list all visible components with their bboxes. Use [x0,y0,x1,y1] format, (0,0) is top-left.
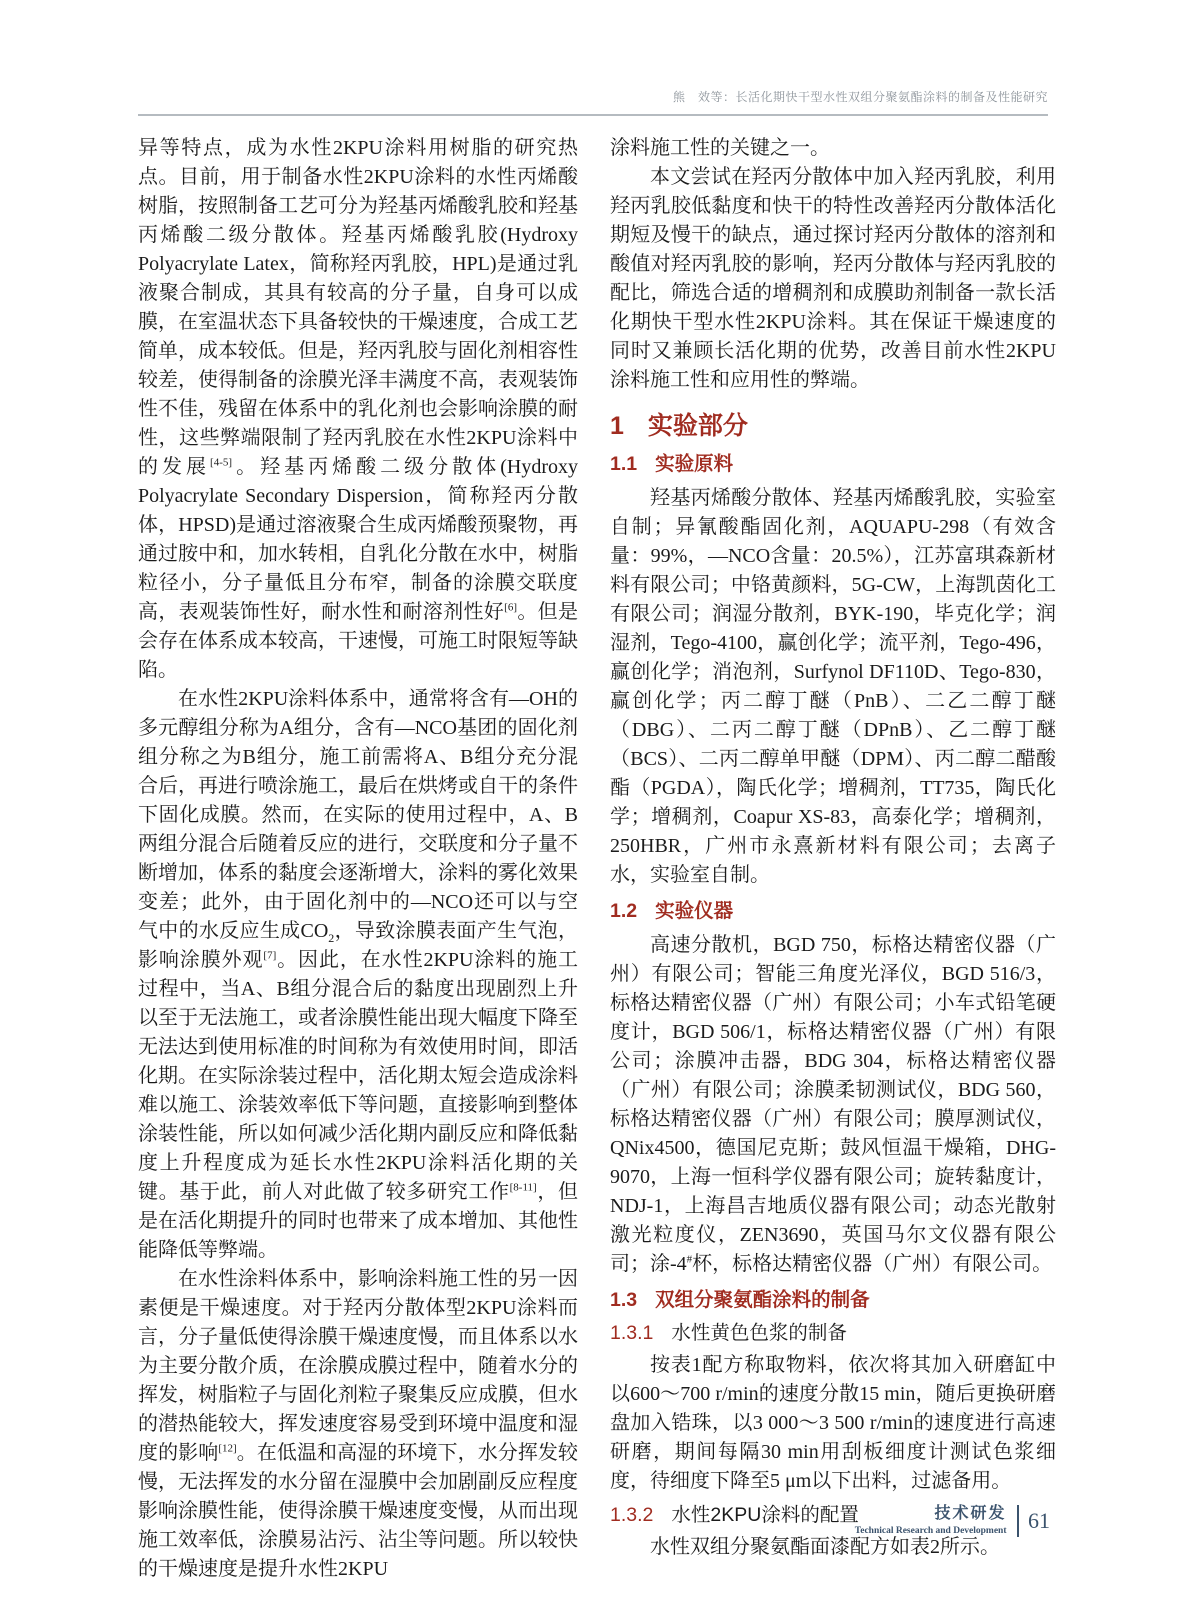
subscript: 2 [328,931,335,945]
section-heading-1.1 [610,451,1056,478]
heading-title: 水性2KPU涂料的配置 [671,1504,859,1526]
running-head [138,88,1048,105]
superscript-reference: [8-11] [509,1181,537,1194]
paragraph: 涂料施工性的关键之一。 [610,137,830,159]
paragraph: 水性双组分聚氨酯面漆配方如表2所示。 [650,1536,1000,1558]
paragraph: 本文尝试在羟丙分散体中加入羟丙乳胶，利用羟丙乳胶低黏度和快干的特性改善羟丙分散体活化期短及慢干的缺点，通过探讨羟丙分散体的溶剂和酸值对羟丙乳胶的影响，羟丙分散体与羟丙乳胶的配比，筛选合适的增稠剂和成膜助剂制备一款长活化期快干型水性2KPU涂料。其在保证干燥速度的同时又兼顾长活化期的优势，改善目前水性2KPU涂料施工性和应用性的弊端。 [610,166,1056,391]
heading-title: 实验原料 [655,453,734,475]
heading-title: 双组分聚氨酯涂料的制备 [655,1289,870,1311]
footer-section-label [855,1505,1007,1537]
right-column [610,134,1056,1562]
page-footer [855,1505,1050,1537]
paragraph: 高速分散机，BGD 750，标格达精密仪器（广州）有限公司；智能三角度光泽仪，BGD 516/3，标格达精密仪器（广州）有限公司；小车式铅笔硬度计，BGD 506/1，标格达精密仪器（广州）有限公司；涂膜冲击器，BDG 304，标格达精密仪器（广州）有限公司；涂膜柔韧测试仪，BDG 560，标格达精密仪器（广州）有限公司；膜厚测试仪，QNix4500，德国尼克斯；鼓风恒温干燥箱，DHG-9070，上海一恒科学仪器有限公司；旋转黏度计，NDJ-1，上海昌吉地质仪器有限公司；动态光散射激光粒度仪，ZEN3690，英国马尔文仪器有限公司；涂-4#杯，标格达精密仪器（广州）有限公司。 [610,934,1056,1275]
header-rule [138,114,1048,116]
heading-number: 1 [610,412,624,440]
running-title: 熊 效等：长活化期快干型水性双组分聚氨酯涂料的制备及性能研究 [672,90,1048,104]
heading-number: 1.3.2 [610,1504,654,1526]
paragraph: 羟基丙烯酸分散体、羟基丙烯酸乳胶，实验室自制；异氰酸酯固化剂，AQUAPU-298（有效含量：99%，—NCO含量：20.5%），江苏富琪森新材料有限公司；中铬黄颜料，5G-CW，上海凯茵化工有限公司；润湿分散剂，BYK-190，毕克化学；润湿剂，Tego-4100，赢创化学；流平剂，Tego-496，赢创化学；消泡剂，Surfynol DF110D、Tego-830，赢创化学；丙二醇丁醚（PnB）、二乙二醇丁醚（DBG）、二丙二醇丁醚（DPnB）、乙二醇丁醚（BCS）、二丙二醇单甲醚（DPM）、丙二醇二醋酸酯（PGDA），陶氏化学；增稠剂，TT735，陶氏化学；增稠剂，Coapur XS-83，高泰化学；增稠剂，250HBR，广州市永熹新材料有限公司；去离子水，实验室自制。 [610,487,1056,886]
heading-title: 水性黄色色浆的制备 [671,1322,847,1344]
paragraph: 异等特点，成为水性2KPU涂料用树脂的研究热点。目前，用于制备水性2KPU涂料的水性丙烯酸树脂，按照制备工艺可分为羟基丙烯酸乳胶和羟基丙烯酸二级分散体。羟基丙烯酸乳胶(Hydroxy Polyacrylate Latex，简称羟丙乳胶，HPL)是通过乳液聚合制成，其具有较高的分子量，自身可以成膜，在室温状态下具备较快的干燥速度，合成工艺简单，成本较低。但是，羟丙乳胶与固化剂相容性较差，使得制备的涂膜光泽丰满度不高，表观装饰性不佳，残留在体系中的乳化剂也会影响涂膜的耐性，这些弊端限制了羟丙乳胶在水性2KPU涂料中的发展[4-5]。羟基丙烯酸二级分散体(Hydroxy Polyacrylate Secondary Dispersion，简称羟丙分散体，HPSD)是通过溶液聚合生成丙烯酸预聚物，再通过胺中和，加水转相，自乳化分散在水中，树脂粒径小，分子量低且分布窄，制备的涂膜交联度高，表观装饰性好，耐水性和耐溶剂性好[6]。但是会存在体系成本较高，干速慢，可施工时限短等缺陷。 [138,137,579,681]
paragraph: 按表1配方称取物料，依次将其加入研磨缸中以600～700 r/min的速度分散15 min，随后更换研磨盘加入锆珠，以3 000～3 500 r/min的速度进行高速研磨，期间每隔30 min用刮板细度计测试色浆细度，待细度下降至5 μm以下出料，过滤备用。 [610,1354,1056,1492]
superscript-reference: [6] [504,601,517,614]
heading-title: 实验部分 [647,412,748,440]
page-number: 61 [1028,1508,1050,1533]
superscript-reference: [12] [218,1442,237,1455]
superscript-reference: # [686,1253,693,1266]
superscript-reference: [4-5] [210,456,233,469]
heading-number: 1.3 [610,1289,638,1311]
left-column [138,134,578,1584]
section-heading-1.3 [610,1287,1056,1314]
footer-section-en: Technical Research and Development [854,1526,1007,1536]
heading-title: 实验仪器 [655,900,734,922]
heading-number: 1.2 [610,900,638,922]
paragraph: 在水性涂料体系中，影响涂料施工性的另一因素便是干燥速度。对于羟丙分散体型2KPU涂料而言，分子量低使得涂膜干燥速度慢，而且体系以水为主要分散介质，在涂膜成膜过程中，随着水分的挥发，树脂粒子与固化剂粒子聚集反应成膜，但水的潜热能较大，挥发速度容易受到环境中温度和湿度的影响[12]。在低温和高湿的环境下，水分挥发较慢，无法挥发的水分留在湿膜中会加剧副反应程度影响涂膜性能，使得涂膜干燥速度变慢，从而出现施工效率低，涂膜易沾污、沾尘等问题。所以较快的干燥速度是提升水性2KPU [138,1268,579,1580]
section-heading-1 [610,411,1056,441]
heading-number: 1.3.1 [610,1322,654,1344]
paragraph: 在水性2KPU涂料体系中，通常将含有—OH的多元醇组分称为A组分，含有—NCO基团的固化剂组分称之为B组分，施工前需将A、B组分充分混合后，再进行喷涂施工，最后在烘烤或自干的条件下固化成膜。然而，在实际的使用过程中，A、B两组分混合后随着反应的进行，交联度和分子量不断增加，体系的黏度会逐渐增大，涂料的雾化效果变差；此外，由于固化剂中的—NCO还可以与空气中的水反应生成$CO_2$，导致涂膜表面产生气泡，影响涂膜外观[7]。因此，在水性2KPU涂料的施工过程中，当A、B组分混合后的黏度出现剧烈上升以至于无法施工，或者涂膜性能出现大幅度下降至无法达到使用标准的时间称为有效使用时间，即活化期。在实际涂装过程中，活化期太短会造成涂料难以施工、涂装效率低下等问题，直接影响到整体涂装性能，所以如何减少活化期内副反应和降低黏度上升程度成为延长水性2KPU涂料活化期的关键。基于此，前人对此做了较多研究工作[8-11]，但是在活化期提升的同时也带来了成本增加、其他性能降低等弊端。 [138,688,579,1261]
footer-section-cn: 技术研发 [934,1505,1007,1522]
footer-divider [1017,1505,1020,1537]
superscript-reference: [7] [263,949,277,962]
heading-number: 1.1 [610,453,638,475]
section-heading-1.2 [610,898,1056,925]
section-heading-1.3.1 [610,1320,1056,1347]
